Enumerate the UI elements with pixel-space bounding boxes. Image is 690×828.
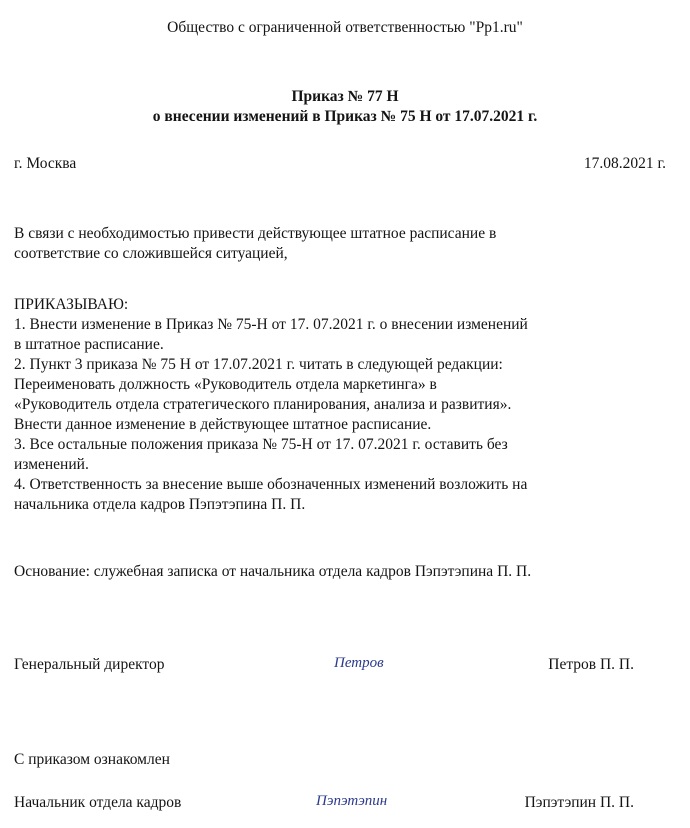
- order-date: 17.08.2021 г.: [583, 155, 666, 172]
- hr-name: Пэпэтэпин П. П.: [524, 794, 634, 811]
- order-body: [14, 224, 674, 515]
- item-line: 3. Все остальные положения приказа № 75-Н от 17. 07.2021 г. оставить без: [14, 436, 508, 453]
- item-line: в штатное расписание.: [14, 336, 164, 353]
- item-line: 2. Пункт 3 приказа № 75 Н от 17.07.2021 г. читать в следующей редакции:: [14, 356, 503, 373]
- preamble-line: соответствие со сложившейся ситуацией,: [14, 245, 288, 262]
- item-line: 4. Ответственность за внесение выше обозначенных изменений возложить на: [14, 476, 528, 493]
- hr-title: Начальник отдела кадров: [14, 794, 182, 811]
- director-title: Генеральный директор: [14, 656, 165, 673]
- order-subtitle: о внесении изменений в Приказ № 75 Н от 17.07.2021 г.: [152, 108, 538, 125]
- order-word: ПРИКАЗЫВАЮ:: [14, 296, 129, 313]
- item-line: «Руководитель отдела стратегического планирования, анализа и развития».: [14, 396, 512, 413]
- director-signature: Петров: [334, 655, 384, 671]
- item-line: 1. Внести изменение в Приказ № 75-Н от 17. 07.2021 г. о внесении изменений: [14, 316, 528, 333]
- organization-name: Общество с ограниченной ответственностью "Рр1.ru": [167, 19, 523, 36]
- item-line: начальника отдела кадров Пэпэтэпина П. П.: [14, 496, 306, 513]
- item-line: изменений.: [14, 456, 89, 473]
- acquainted-label: С приказом ознакомлен: [14, 751, 170, 768]
- preamble-line: В связи с необходимостью привести действующее штатное расписание в: [14, 225, 497, 242]
- item-line: Внести данное изменение в действующее штатное расписание.: [14, 416, 432, 433]
- director-name: Петров П. П.: [548, 656, 634, 673]
- basis-line: Основание: служебная записка от начальника отдела кадров Пэпэтэпина П. П.: [14, 563, 532, 580]
- hr-signature: Пэпэтэпин: [316, 793, 388, 809]
- city: г. Москва: [14, 155, 77, 172]
- item-line: Переименовать должность «Руководитель отдела маркетинга» в: [14, 376, 437, 393]
- order-title: Приказ № 77 Н: [291, 88, 399, 105]
